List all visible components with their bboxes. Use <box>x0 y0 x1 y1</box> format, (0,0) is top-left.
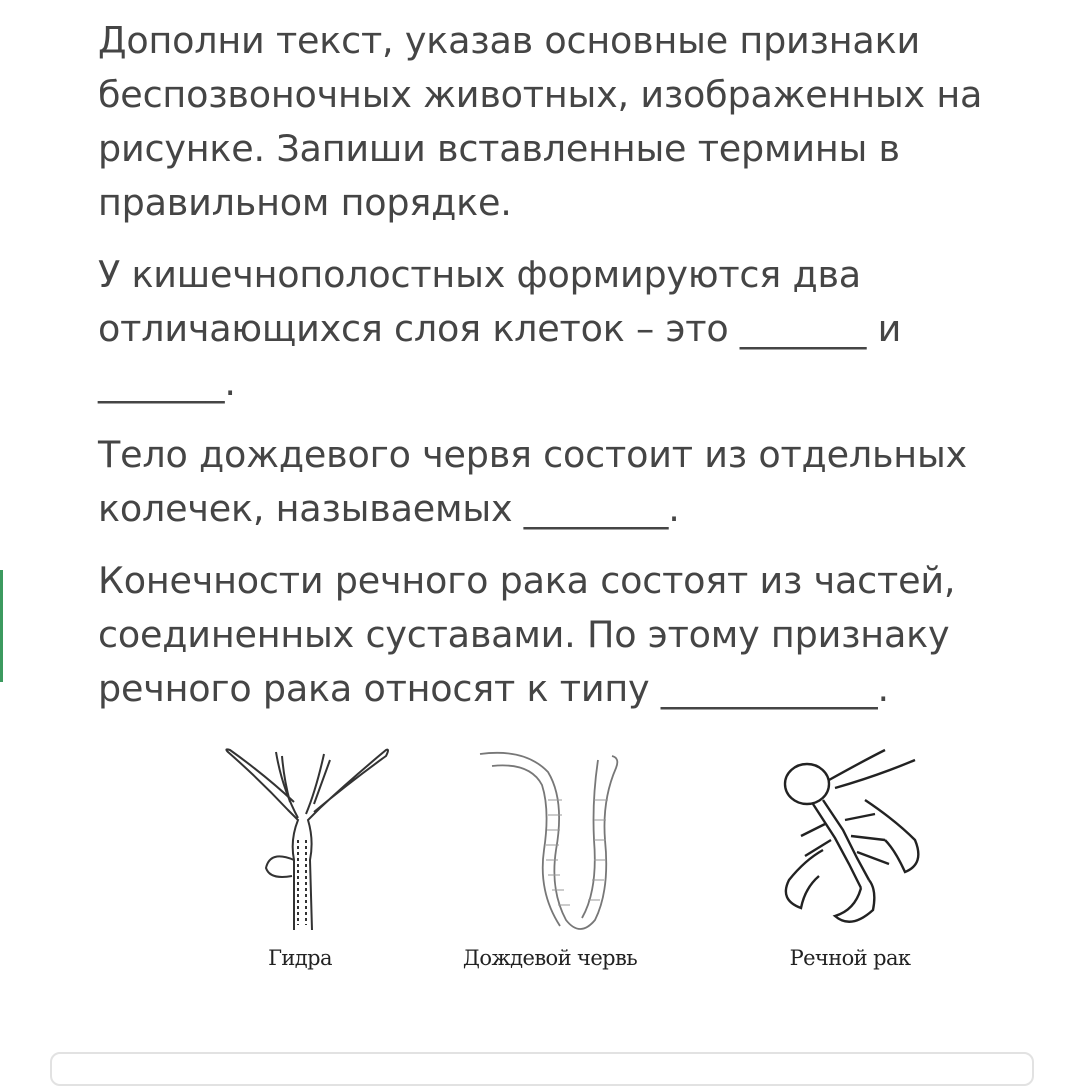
paragraph-text: и <box>866 307 902 350</box>
paragraph-text: . <box>668 487 680 530</box>
figure-crayfish <box>750 740 950 970</box>
crayfish-icon <box>765 740 935 940</box>
answer-card <box>50 1052 1034 1086</box>
earthworm-icon <box>470 740 630 940</box>
answer-blank-2: _______ <box>98 361 225 404</box>
paragraph-text: . <box>224 361 236 404</box>
figure-hydra <box>200 740 400 970</box>
answer-blank-1: _______ <box>739 307 867 350</box>
task-paragraph-coelenterates <box>98 248 1008 410</box>
task-paragraph-earthworm <box>98 428 1008 536</box>
left-accent-bar <box>0 570 3 682</box>
task-paragraph-crayfish <box>98 554 1008 716</box>
task-text <box>98 14 1008 734</box>
answer-blank-4: ____________ <box>660 667 878 710</box>
task-intro: Дополни текст, указав основные признаки беспозвоночных животных, изображенных на рисунке. Запиши вставленные термины в правильном порядке. <box>98 19 983 224</box>
figure-caption: Речной рак <box>789 946 911 970</box>
figure-earthworm <box>450 740 650 970</box>
figure-caption: Гидра <box>268 946 332 970</box>
paragraph-text: Тело дождевого червя состоит из отдельных колечек, называемых <box>98 433 967 530</box>
hydra-icon <box>210 740 390 940</box>
paragraph-text: У кишечнополостных формируются два отличающихся слоя клеток – это <box>98 253 861 350</box>
paragraph-text: . <box>877 667 889 710</box>
paragraph-text: Конечности речного рака состоят из частей, соединенных суставами. По этому признаку речного рака относят к типу <box>98 559 956 710</box>
figure-caption: Дождевой червь <box>462 946 638 970</box>
illustrations <box>180 740 980 990</box>
answer-blank-3: ________ <box>523 487 669 530</box>
